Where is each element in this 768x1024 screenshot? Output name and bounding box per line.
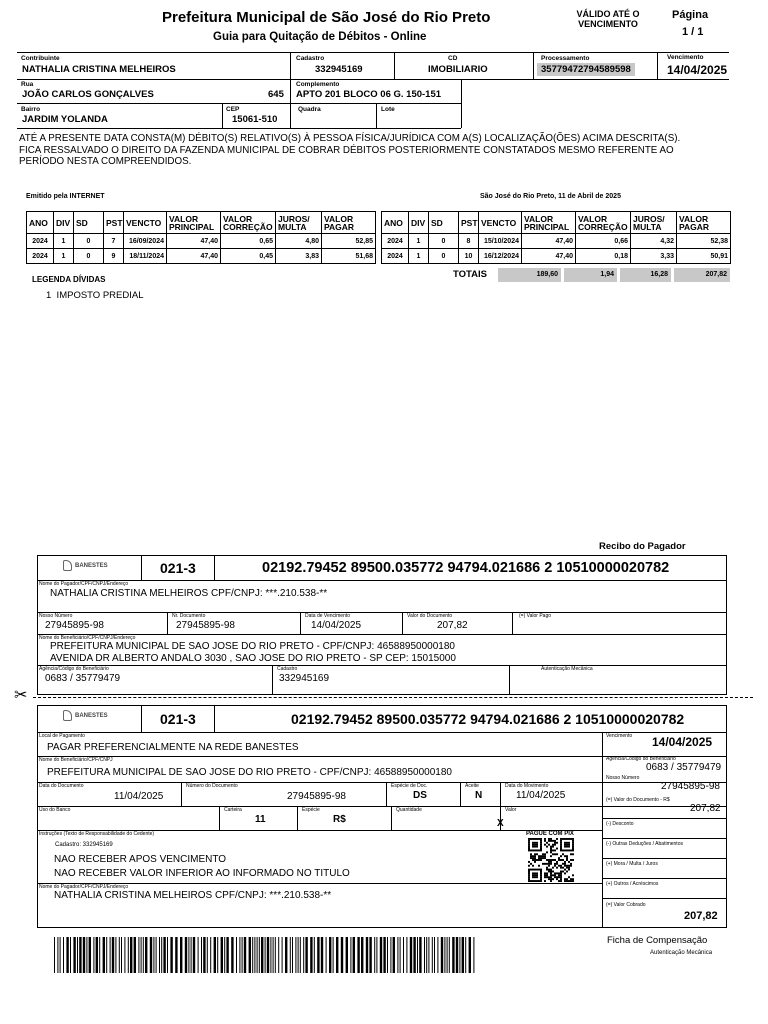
table-cell: 16/12/2024 (479, 249, 522, 264)
bank-logo-icon (63, 560, 72, 571)
table-cell: 9 (104, 249, 124, 264)
ficha-instrucoes-label: Instruções (Texto de Responsabilidade do Cedente) (39, 831, 155, 837)
table-header-right: VENCTO (479, 212, 522, 234)
table-row (27, 234, 376, 249)
ficha-agencia-label: Agência/Código do Beneficiário (606, 756, 676, 762)
ficha-agencia: 0683 / 35779479 (646, 762, 722, 773)
recibo-nr-documento: 27945895-98 (176, 620, 235, 631)
quadra-label: Quadra (298, 106, 321, 113)
table-cell: 47,40 (522, 234, 576, 249)
ficha-mora-label: (+) Mora / Multa / Juros (606, 861, 658, 867)
ficha-bank-name: BANESTES (75, 712, 108, 719)
ficha-pagador-label: Nome do Pagador/CPF/CNPJ/Endereço (39, 884, 129, 890)
ficha-aceite: N (475, 790, 483, 801)
recibo-beneficiario-1: PREFEITURA MUNICIPAL DE SAO JOSE DO RIO PRETO - CPF/CNPJ: 46588950000180 (50, 641, 455, 652)
table-header-left: VALOR CORREÇÃO (221, 212, 276, 234)
recibo-agencia-label: Agência/Código do Beneficiário (39, 666, 109, 672)
recibo-bank-logo (63, 560, 108, 571)
table-cell: 47,40 (167, 249, 221, 264)
recibo-pagador-label: Nome do Pagador/CPF/CNPJ/Endereço (39, 581, 129, 587)
ficha-pagador: NATHALIA CRISTINA MELHEIROS CPF/CNPJ: ***.210.538-** (54, 890, 332, 901)
table-cell: 2024 (27, 234, 54, 249)
table-cell: 1 (54, 234, 74, 249)
ficha-vencimento: 14/04/2025 (652, 735, 713, 749)
recibo-bank-name: BANESTES (75, 562, 108, 569)
ficha-local: PAGAR PREFERENCIALMENTE NA REDE BANESTES (47, 742, 299, 753)
table-cell: 0,18 (576, 249, 631, 264)
table-header-right: ANO (382, 212, 409, 234)
cadastro-value: 332945169 (315, 64, 363, 75)
recibo-valor-pago-label: (=) Valor Pago (519, 613, 552, 619)
rua-label: Rua (21, 81, 34, 88)
cd-label: CD (448, 55, 458, 62)
contribuinte-value: NATHALIA CRISTINA MELHEIROS (22, 64, 176, 75)
legend-title: LEGENDA DÍVIDAS (32, 275, 106, 284)
table-cell: 0 (429, 234, 459, 249)
table-cell: 0 (429, 249, 459, 264)
table-cell: 3,33 (631, 249, 677, 264)
ficha-carteira-label: Carteira (224, 807, 242, 813)
table-header-right: JUROS/ MULTA (631, 212, 677, 234)
ficha-data-mov: 11/04/2025 (516, 790, 566, 801)
recibo-nosso-numero: 27945895-98 (45, 620, 104, 631)
numero-value: 645 (268, 89, 284, 100)
cd-value: IMOBILIARIO (428, 64, 488, 75)
ficha-desconto-label: (-) Desconto (606, 821, 634, 827)
recibo-pagador: NATHALIA CRISTINA MELHEIROS CPF/CNPJ: ***.210.538-** (50, 588, 328, 599)
recibo-cadastro: 332945169 (279, 673, 330, 684)
ficha-valor-doc-label: (=) Valor do Documento - R$ (606, 797, 670, 803)
table-header-right: SD (429, 212, 459, 234)
cep-label: CEP (226, 106, 240, 113)
ficha-especie-doc: DS (413, 790, 427, 801)
recibo-data-venc: 14/04/2025 (311, 620, 362, 631)
table-header-left: DIV (54, 212, 74, 234)
table-cell: 0,45 (221, 249, 276, 264)
ficha-outras-deducoes-label: (-) Outras Deduções / Abatimentos (606, 841, 683, 847)
table-header-right: VALOR PRINCIPAL (522, 212, 576, 234)
table-row (382, 249, 731, 264)
recibo-data-venc-label: Data de Vencimento (305, 613, 351, 619)
total-correcao: 1,94 (564, 268, 617, 282)
recibo-agencia: 0683 / 35779479 (45, 673, 121, 684)
recibo-bank-code: 021-3 (160, 560, 196, 576)
table-header-left: ANO (27, 212, 54, 234)
legend-item: 1 IMPOSTO PREDIAL (46, 290, 144, 301)
complemento-value: APTO 201 BLOCO 06 G. 150-151 (296, 89, 442, 100)
table-cell: 0,66 (576, 234, 631, 249)
ficha-aceite-label: Aceite (465, 783, 479, 789)
table-cell: 15/10/2024 (479, 234, 522, 249)
table-header-right: DIV (409, 212, 429, 234)
table-cell: 2024 (382, 249, 409, 264)
ficha-bank-logo (63, 710, 108, 721)
recibo-beneficiario-2: AVENIDA DR ALBERTO ANDALO 3030 , SAO JOSE DO RIO PRETO - SP CEP: 15015000 (50, 653, 456, 664)
ficha-valor-doc: 207,82 (690, 803, 721, 814)
table-cell: 4,32 (631, 234, 677, 249)
table-header-left: SD (74, 212, 104, 234)
emitted-by: Emitido pela INTERNET (26, 193, 105, 200)
ficha-outros-acrescimos-label: (+) Outros / Acréscimos (606, 881, 659, 887)
total-juros: 16,28 (620, 268, 671, 282)
ficha-local-label: Local de Pagamento (39, 733, 85, 739)
table-cell: 3,83 (276, 249, 322, 264)
table-header-left: PST (104, 212, 124, 234)
table-cell: 1 (54, 249, 74, 264)
lote-label: Lote (381, 106, 395, 113)
ficha-valor-x: X (497, 818, 504, 829)
ficha-nosso-numero-label: Nosso Número (606, 775, 640, 781)
table-header-left: VALOR PRINCIPAL (167, 212, 221, 234)
barcode (54, 937, 478, 973)
table-header-right: PST (459, 212, 479, 234)
ficha-data-mov-label: Data do Movimento (505, 783, 549, 789)
recibo-nr-documento-label: Nr. Documento (172, 613, 206, 619)
ficha-data-doc: 11/04/2025 (114, 791, 164, 802)
pix-qr-code[interactable] (528, 838, 574, 882)
page-label: Página (672, 9, 709, 21)
total-principal: 189,60 (498, 268, 561, 282)
table-cell: 4,80 (276, 234, 322, 249)
bairro-label: Bairro (21, 106, 41, 113)
ficha-numero-doc: 27945895-98 (287, 791, 346, 802)
scissors-icon: ✂ (14, 687, 28, 704)
page-title: Prefeitura Municipal de São José do Rio Preto (162, 9, 491, 26)
recibo-beneficiario-label: Nome do Beneficiário/CPF/CNPJ/Endereço (39, 635, 136, 641)
debts-table-left (26, 211, 376, 264)
table-cell: 8 (459, 234, 479, 249)
recibo-valor-doc: 207,82 (437, 620, 468, 631)
page-number: 1 / 1 (682, 26, 704, 38)
vencimento-label: Vencimento (667, 54, 704, 61)
table-cell: 1 (409, 234, 429, 249)
ficha-valor-label: Valor (505, 807, 517, 813)
ficha-nosso-numero: 27945895-98 (661, 781, 720, 792)
ficha-especie-label: Espécie (302, 807, 320, 813)
vencimento-value: 14/04/2025 (667, 63, 728, 77)
table-cell: 2024 (382, 234, 409, 249)
complemento-label: Complemento (296, 81, 340, 88)
table-cell: 51,68 (322, 249, 376, 264)
recibo-cadastro-label: Cadastro (277, 666, 298, 672)
table-cell: 52,85 (322, 234, 376, 249)
recibo-linha-digitavel: 02192.79452 89500.035772 94794.021686 2 10510000020782 (262, 560, 670, 576)
table-header-right: VALOR CORREÇÃO (576, 212, 631, 234)
table-row (27, 249, 376, 264)
recibo-valor-doc-label: Valor do Documento (407, 613, 453, 619)
table-cell: 0 (74, 249, 104, 264)
bairro-value: JARDIM YOLANDA (22, 114, 108, 125)
table-cell: 52,38 (677, 234, 731, 249)
processamento-label: Processamento (541, 55, 590, 62)
table-cell: 0 (74, 234, 104, 249)
page-subtitle: Guia para Quitação de Débitos - Online (213, 31, 427, 43)
cadastro-label: Cadastro (296, 55, 325, 62)
ficha-instr-1: NAO RECEBER APOS VENCIMENTO (54, 854, 227, 865)
recibo-autent-label: Autenticação Mecânica (541, 666, 593, 672)
table-header-left: VALOR PAGAR (322, 212, 376, 234)
ficha-instr-cadastro: Cadastro: 332945169 (55, 842, 113, 848)
place-date: São José do Rio Preto, 11 de Abril de 2025 (480, 193, 621, 200)
notice-line-3: PERÍODO NESTA COMPREENDIDOS. (19, 156, 192, 167)
table-cell: 18/11/2024 (124, 249, 167, 264)
ficha-compensacao-label: Ficha de Compensação (607, 935, 708, 946)
recibo-title: Recibo do Pagador (599, 541, 686, 552)
valid-until-label: VÁLIDO ATÉ O VENCIMENTO (576, 9, 640, 29)
ficha-numero-doc-label: Número do Documento (186, 783, 238, 789)
table-cell: 2024 (27, 249, 54, 264)
table-row (382, 234, 731, 249)
ficha-autent-label: Autenticação Mecânica (650, 950, 713, 956)
recibo-nosso-numero-label: Nosso Número (39, 613, 73, 619)
ficha-especie-doc-label: Espécie de Doc. (391, 783, 428, 789)
pix-label: PAGUE COM PIX (526, 831, 574, 837)
table-header-left: VENCTO (124, 212, 167, 234)
cut-line (33, 697, 753, 698)
cep-value: 15061-510 (232, 114, 278, 125)
table-cell: 0,65 (221, 234, 276, 249)
totals-label: TOTAIS (453, 269, 487, 280)
table-header-left: JUROS/ MULTA (276, 212, 322, 234)
ficha-beneficiario-label: Nome do Beneficiário/CPF/CNPJ (39, 757, 113, 763)
processamento-value: 35779472794589598 (537, 63, 635, 76)
debts-table-right (381, 211, 731, 264)
table-cell: 50,91 (677, 249, 731, 264)
total-pagar: 207,82 (674, 268, 730, 282)
ficha-vencimento-label: Vencimento (606, 733, 633, 739)
table-cell: 16/09/2024 (124, 234, 167, 249)
notice-line-2: FICA RESSALVADO O DIREITO DA FAZENDA MUNICIPAL DE COBRAR DÉBITOS POSTERIORMENTE CONSTATADOS MESMO REFERENTE AO (19, 145, 674, 156)
table-cell: 47,40 (522, 249, 576, 264)
ficha-valor-cobrado: 207,82 (684, 910, 718, 922)
table-cell: 1 (409, 249, 429, 264)
bank-logo-icon (63, 710, 72, 721)
table-cell: 47,40 (167, 234, 221, 249)
ficha-uso-banco-label: Uso do Banco (39, 807, 71, 813)
ficha-linha-digitavel: 02192.79452 89500.035772 94794.021686 2 10510000020782 (291, 711, 685, 727)
ficha-beneficiario: PREFEITURA MUNICIPAL DE SAO JOSE DO RIO PRETO - CPF/CNPJ: 46588950000180 (47, 767, 452, 778)
rua-value: JOÃO CARLOS GONÇALVES (22, 89, 154, 100)
table-cell: 7 (104, 234, 124, 249)
contribuinte-label: Contribuinte (21, 55, 60, 62)
table-cell: 10 (459, 249, 479, 264)
ficha-carteira: 11 (255, 814, 266, 825)
notice-line-1: ATÉ A PRESENTE DATA CONSTA(M) DÉBITO(S) RELATIVO(S) À PESSOA FÍSICA/JURÍDICA COM A(S) LOCALIZAÇÃO(ÕES) ACIMA DESCRITA(S). (19, 133, 681, 144)
ficha-quantidade-label: Quantidade (396, 807, 422, 813)
ficha-valor-cobrado-label: (=) Valor Cobrado (606, 902, 646, 908)
ficha-data-doc-label: Data do Documento (39, 783, 84, 789)
ficha-instr-2: NAO RECEBER VALOR INFERIOR AO INFORMADO NO TITULO (54, 868, 350, 879)
ficha-bank-code: 021-3 (160, 711, 196, 727)
ficha-especie: R$ (333, 814, 346, 825)
table-header-right: VALOR PAGAR (677, 212, 731, 234)
